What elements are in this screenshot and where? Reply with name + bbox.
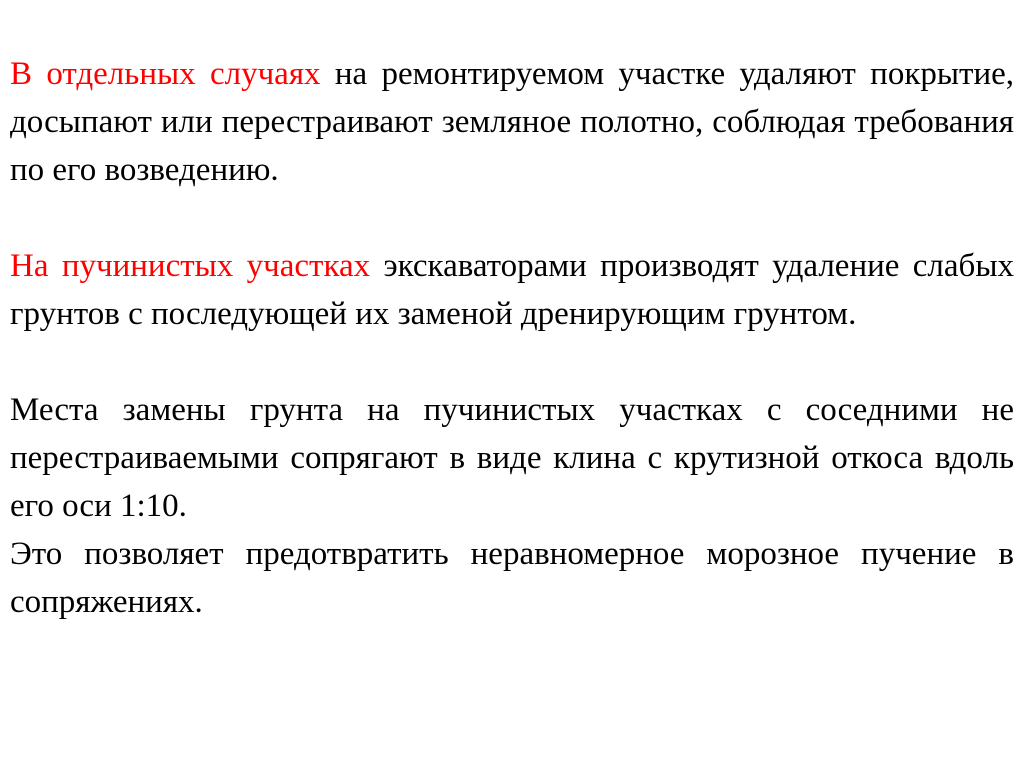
paragraph-2-text: экскаваторами производят удаление слабых грунтов с последующей их заменой дренирующим грунтом. bbox=[10, 248, 1014, 332]
paragraph-4-text: Это позволяет предотвратить неравномерное морозное пучение в сопряжениях. bbox=[10, 536, 1014, 620]
paragraph-2 bbox=[10, 242, 1014, 338]
paragraph-1-highlight: В отдельных случаях bbox=[10, 56, 321, 92]
paragraph-4 bbox=[10, 530, 1014, 626]
paragraph-3 bbox=[10, 386, 1014, 530]
paragraph-3-text: Места замены грунта на пучинистых участках с соседними не перестраиваемыми сопрягают в виде клина с крутизной откоса вдоль его оси 1:10. bbox=[10, 392, 1014, 524]
paragraph-spacer bbox=[10, 194, 1014, 242]
paragraph-2-highlight: На пучинистых участках bbox=[10, 248, 371, 284]
paragraph-1 bbox=[10, 50, 1014, 194]
slide-body bbox=[10, 50, 1014, 626]
paragraph-spacer bbox=[10, 338, 1014, 386]
paragraph-1-text: на ремонтируемом участке удаляют покрытие, досыпают или перестраивают земляное полотно, соблюдая требования по его возведению. bbox=[10, 56, 1014, 188]
